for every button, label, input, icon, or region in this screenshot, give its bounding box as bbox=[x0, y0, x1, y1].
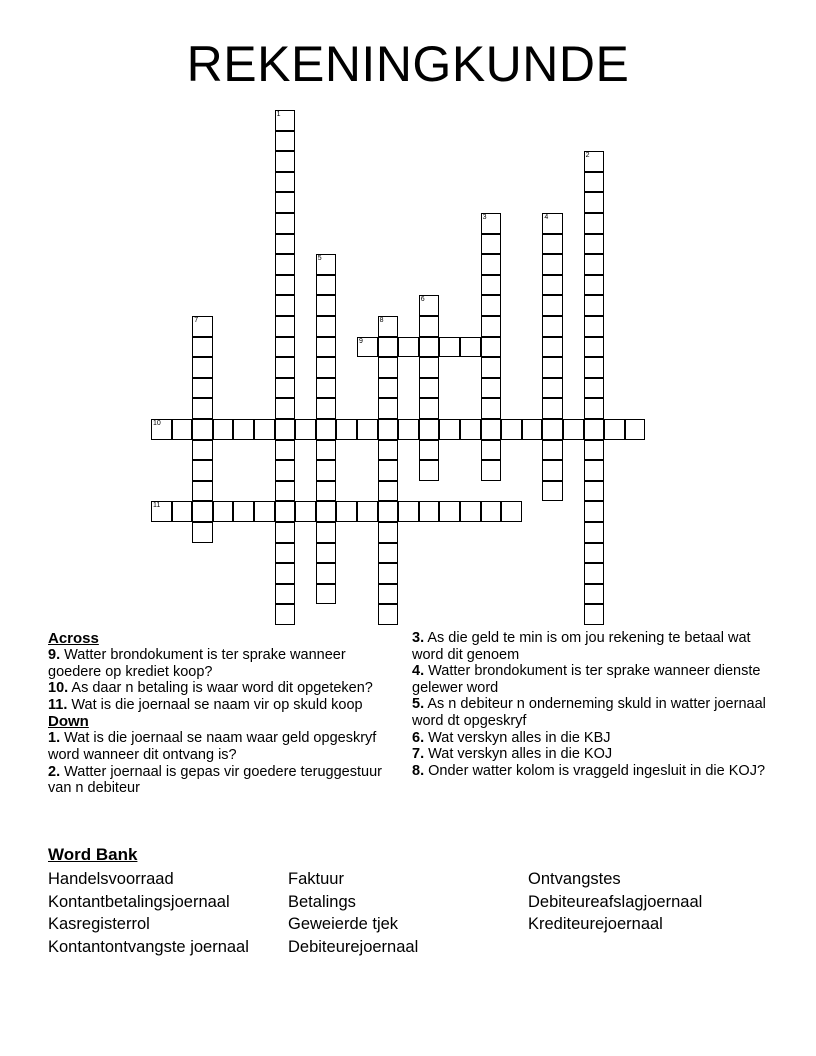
crossword-cell[interactable] bbox=[192, 337, 213, 358]
crossword-cell[interactable] bbox=[316, 543, 337, 564]
crossword-cell[interactable] bbox=[275, 275, 296, 296]
crossword-cell[interactable] bbox=[192, 378, 213, 399]
crossword-cell[interactable] bbox=[275, 254, 296, 275]
crossword-cell[interactable] bbox=[584, 481, 605, 502]
crossword-cell[interactable] bbox=[584, 419, 605, 440]
crossword-cell[interactable] bbox=[378, 543, 399, 564]
crossword-cell[interactable] bbox=[213, 419, 234, 440]
crossword-cell[interactable] bbox=[378, 460, 399, 481]
crossword-cell[interactable] bbox=[378, 440, 399, 461]
crossword-cell[interactable] bbox=[233, 419, 254, 440]
clue-number: 3 bbox=[482, 214, 487, 221]
crossword-cell[interactable] bbox=[584, 501, 605, 522]
crossword-cell[interactable] bbox=[542, 316, 563, 337]
crossword-cell[interactable] bbox=[584, 213, 605, 234]
crossword-cell[interactable] bbox=[316, 254, 337, 275]
crossword-cell[interactable] bbox=[275, 234, 296, 255]
crossword-cell[interactable] bbox=[604, 419, 625, 440]
crossword-cell[interactable] bbox=[542, 254, 563, 275]
crossword-cell[interactable] bbox=[275, 172, 296, 193]
crossword-cell[interactable] bbox=[275, 522, 296, 543]
crossword-cell[interactable] bbox=[481, 501, 502, 522]
crossword-cell[interactable] bbox=[378, 563, 399, 584]
crossword-cell[interactable] bbox=[481, 460, 502, 481]
crossword-cell[interactable] bbox=[584, 254, 605, 275]
crossword-cell[interactable] bbox=[151, 419, 172, 440]
crossword-cell[interactable] bbox=[584, 295, 605, 316]
clue-down-1: 1. Wat is die joernaal se naam waar geld opgeskryf word wanneer dit ontvang is? bbox=[48, 730, 377, 763]
crossword-cell[interactable] bbox=[584, 543, 605, 564]
crossword-cell[interactable] bbox=[625, 419, 646, 440]
crossword-cell[interactable] bbox=[316, 337, 337, 358]
clue-number: 8 bbox=[379, 317, 384, 324]
crossword-cell[interactable] bbox=[275, 584, 296, 605]
word-bank-item: Geweierde tjek bbox=[288, 915, 399, 934]
clue-number: 10 bbox=[153, 420, 161, 427]
crossword-cell[interactable] bbox=[542, 378, 563, 399]
clue-down-3: 3. As die geld te min is om jou rekening te betaal wat word dit genoem bbox=[412, 630, 751, 663]
crossword-cell[interactable] bbox=[378, 316, 399, 337]
crossword-cell[interactable] bbox=[213, 501, 234, 522]
crossword-cell[interactable] bbox=[584, 378, 605, 399]
crossword-cell[interactable] bbox=[378, 378, 399, 399]
crossword-cell[interactable] bbox=[481, 440, 502, 461]
crossword-cell[interactable] bbox=[584, 316, 605, 337]
crossword-cell[interactable] bbox=[192, 522, 213, 543]
crossword-cell[interactable] bbox=[316, 275, 337, 296]
crossword-cell[interactable] bbox=[542, 481, 563, 502]
crossword-cell[interactable] bbox=[316, 584, 337, 605]
clue-number: 1 bbox=[276, 111, 281, 118]
crossword-cell[interactable] bbox=[378, 604, 399, 625]
crossword-cell[interactable] bbox=[192, 501, 213, 522]
crossword-cell[interactable] bbox=[481, 234, 502, 255]
crossword-cell[interactable] bbox=[542, 275, 563, 296]
clue-down-6: 6. Wat verskyn alles in die KBJ bbox=[412, 729, 611, 746]
crossword-cell[interactable] bbox=[460, 419, 481, 440]
crossword-cell[interactable] bbox=[419, 295, 440, 316]
crossword-cell[interactable] bbox=[316, 481, 337, 502]
crossword-cell[interactable] bbox=[336, 419, 357, 440]
clue-across-9: 9. Watter brondokument is ter sprake wanneer goedere op krediet koop? bbox=[48, 647, 346, 680]
crossword-cell[interactable] bbox=[275, 131, 296, 152]
crossword-cell[interactable] bbox=[192, 357, 213, 378]
crossword-cell[interactable] bbox=[522, 419, 543, 440]
puzzle-title: REKENINGKUNDE bbox=[186, 36, 630, 92]
crossword-cell[interactable] bbox=[378, 501, 399, 522]
crossword-cell[interactable] bbox=[151, 501, 172, 522]
word-bank-item: Betalings bbox=[288, 892, 356, 911]
crossword-cell[interactable] bbox=[584, 522, 605, 543]
crossword-cell[interactable] bbox=[316, 295, 337, 316]
crossword-cell[interactable] bbox=[275, 543, 296, 564]
crossword-cell[interactable] bbox=[275, 481, 296, 502]
crossword-cell[interactable] bbox=[316, 563, 337, 584]
crossword-cell[interactable] bbox=[172, 501, 193, 522]
word-bank-item: Debiteureafslagjoernaal bbox=[528, 892, 703, 911]
crossword-cell[interactable] bbox=[275, 563, 296, 584]
crossword-cell[interactable] bbox=[563, 419, 584, 440]
crossword-cell[interactable] bbox=[481, 357, 502, 378]
crossword-cell[interactable] bbox=[481, 337, 502, 358]
word-bank-column-1 bbox=[48, 868, 288, 958]
crossword-cell[interactable] bbox=[419, 398, 440, 419]
crossword-cell[interactable] bbox=[316, 522, 337, 543]
crossword-cell[interactable] bbox=[192, 398, 213, 419]
crossword-cell[interactable] bbox=[481, 254, 502, 275]
crossword-cell[interactable] bbox=[542, 234, 563, 255]
crossword-cell[interactable] bbox=[172, 419, 193, 440]
crossword-cell[interactable] bbox=[275, 398, 296, 419]
crossword-cell[interactable] bbox=[542, 398, 563, 419]
crossword-cell[interactable] bbox=[254, 419, 275, 440]
word-bank-column-2 bbox=[288, 868, 528, 958]
crossword-cell[interactable] bbox=[336, 501, 357, 522]
crossword-cell[interactable] bbox=[295, 419, 316, 440]
crossword-cell[interactable] bbox=[192, 440, 213, 461]
crossword-cell[interactable] bbox=[275, 337, 296, 358]
crossword-cell[interactable] bbox=[275, 151, 296, 172]
word-bank-item: Faktuur bbox=[288, 870, 344, 888]
crossword-cell[interactable] bbox=[584, 337, 605, 358]
crossword-cell[interactable] bbox=[275, 460, 296, 481]
crossword-cell[interactable] bbox=[398, 419, 419, 440]
crossword-cell[interactable] bbox=[254, 501, 275, 522]
clue-number: 11 bbox=[153, 502, 161, 510]
word-bank-item: Kontantbetalingsjoernaal bbox=[48, 892, 230, 911]
crossword-cell[interactable] bbox=[542, 440, 563, 461]
crossword-cell[interactable] bbox=[192, 419, 213, 440]
crossword-cell[interactable] bbox=[357, 419, 378, 440]
clue-number: 2 bbox=[585, 152, 590, 160]
crossword-cell[interactable] bbox=[481, 316, 502, 337]
clue-number: 7 bbox=[194, 317, 199, 324]
crossword-cell[interactable] bbox=[316, 460, 337, 481]
crossword-cell[interactable] bbox=[419, 440, 440, 461]
crossword-cell[interactable] bbox=[275, 604, 296, 625]
crossword-cell[interactable] bbox=[584, 460, 605, 481]
crossword-cell[interactable] bbox=[398, 337, 419, 358]
crossword-cell[interactable] bbox=[584, 357, 605, 378]
word-bank-item: Handelsvoorraad bbox=[48, 870, 174, 888]
crossword-cell[interactable] bbox=[378, 357, 399, 378]
crossword-cell[interactable] bbox=[378, 419, 399, 440]
crossword-cell[interactable] bbox=[192, 460, 213, 481]
across-heading: Across bbox=[48, 630, 99, 647]
crossword-cell[interactable] bbox=[419, 378, 440, 399]
crossword-cell[interactable] bbox=[584, 192, 605, 213]
crossword-cell[interactable] bbox=[295, 501, 316, 522]
crossword-cell[interactable] bbox=[542, 213, 563, 234]
clue-down-2: 2. Watter joernaal is gepas vir goedere teruggestuur van n debiteur bbox=[48, 763, 382, 797]
down-heading: Down bbox=[48, 713, 89, 731]
crossword-cell[interactable] bbox=[584, 440, 605, 461]
crossword-cell[interactable] bbox=[584, 563, 605, 584]
crossword-cell[interactable] bbox=[584, 234, 605, 255]
clue-down-5: 5. As n debiteur n onderneming skuld in watter joernaal word dt opgeskryf bbox=[412, 696, 766, 729]
crossword-cell[interactable] bbox=[275, 110, 296, 131]
crossword-cell[interactable] bbox=[501, 501, 522, 522]
crossword-cell[interactable] bbox=[439, 337, 460, 358]
crossword-cell[interactable] bbox=[542, 295, 563, 316]
crossword-cell[interactable] bbox=[275, 501, 296, 522]
crossword-cell[interactable] bbox=[398, 501, 419, 522]
crossword-cell[interactable] bbox=[357, 337, 378, 358]
crossword-cell[interactable] bbox=[501, 419, 522, 440]
clues-left-column bbox=[48, 630, 398, 797]
crossword-cell[interactable] bbox=[316, 440, 337, 461]
crossword-cell[interactable] bbox=[481, 275, 502, 296]
crossword-cell[interactable] bbox=[542, 357, 563, 378]
crossword-cell[interactable] bbox=[275, 357, 296, 378]
crossword-cell[interactable] bbox=[378, 398, 399, 419]
clue-number: 6 bbox=[420, 296, 425, 304]
clue-down-7: 7. Wat verskyn alles in die KOJ bbox=[412, 746, 613, 763]
crossword-cell[interactable] bbox=[481, 398, 502, 419]
crossword-cell[interactable] bbox=[460, 501, 481, 522]
word-bank-item: Ontvangstes bbox=[528, 870, 621, 888]
crossword-cell[interactable] bbox=[357, 501, 378, 522]
crossword-cell[interactable] bbox=[584, 584, 605, 605]
crossword-cell[interactable] bbox=[233, 501, 254, 522]
clue-number: 5 bbox=[317, 255, 322, 263]
word-bank-column-3 bbox=[528, 868, 768, 936]
crossword-cell[interactable] bbox=[542, 337, 563, 358]
clue-across-11: 11. Wat is die joernaal se naam vir op skuld koop bbox=[48, 696, 363, 713]
crossword-cell[interactable] bbox=[275, 378, 296, 399]
word-bank-item: Krediteurejoernaal bbox=[528, 915, 663, 934]
crossword-cell[interactable] bbox=[439, 419, 460, 440]
crossword-cell[interactable] bbox=[584, 398, 605, 419]
crossword-cell[interactable] bbox=[439, 501, 460, 522]
crossword-cell[interactable] bbox=[419, 460, 440, 481]
crossword-cell[interactable] bbox=[378, 584, 399, 605]
crossword-cell[interactable] bbox=[481, 419, 502, 440]
word-bank-heading: Word Bank bbox=[48, 845, 138, 864]
crossword-cell[interactable] bbox=[481, 213, 502, 234]
crossword-cell[interactable] bbox=[275, 419, 296, 440]
crossword-cell[interactable] bbox=[275, 316, 296, 337]
crossword-cell[interactable] bbox=[419, 337, 440, 358]
crossword-cell[interactable] bbox=[419, 357, 440, 378]
crossword-cell[interactable] bbox=[419, 419, 440, 440]
crossword-cell[interactable] bbox=[316, 357, 337, 378]
crossword-cell[interactable] bbox=[275, 295, 296, 316]
crossword-cell[interactable] bbox=[275, 440, 296, 461]
crossword-cell[interactable] bbox=[275, 192, 296, 213]
crossword-cell[interactable] bbox=[419, 501, 440, 522]
crossword-cell[interactable] bbox=[316, 398, 337, 419]
clue-down-8: 8. Onder watter kolom is vraggeld ingesluit in die KOJ? bbox=[412, 762, 766, 779]
clue-number: 9 bbox=[359, 337, 363, 345]
crossword-cell[interactable] bbox=[542, 419, 563, 440]
crossword-cell[interactable] bbox=[584, 604, 605, 625]
crossword-cell[interactable] bbox=[316, 501, 337, 522]
crossword-cell[interactable] bbox=[584, 151, 605, 172]
crossword-cell[interactable] bbox=[460, 337, 481, 358]
crossword-cell[interactable] bbox=[378, 481, 399, 502]
crossword-cell[interactable] bbox=[192, 481, 213, 502]
crossword-cell[interactable] bbox=[378, 522, 399, 543]
crossword-cell[interactable] bbox=[584, 172, 605, 193]
clues-right-column bbox=[412, 630, 772, 779]
word-bank-item: Kontantontvangste joernaal bbox=[48, 937, 249, 956]
crossword-cell[interactable] bbox=[316, 378, 337, 399]
crossword-cell[interactable] bbox=[542, 460, 563, 481]
crossword-cell[interactable] bbox=[584, 275, 605, 296]
word-bank-item: Debiteurejoernaal bbox=[288, 937, 419, 956]
clue-down-4: 4. Watter brondokument is ter sprake wanneer dienste gelewer word bbox=[412, 663, 761, 696]
crossword-cell[interactable] bbox=[192, 316, 213, 337]
clue-number: 4 bbox=[544, 214, 549, 221]
word-bank-item: Kasregisterrol bbox=[48, 915, 150, 934]
crossword-cell[interactable] bbox=[316, 419, 337, 440]
crossword-cell[interactable] bbox=[419, 316, 440, 337]
crossword-cell[interactable] bbox=[481, 295, 502, 316]
crossword-cell[interactable] bbox=[378, 337, 399, 358]
crossword-cell[interactable] bbox=[481, 378, 502, 399]
crossword-cell[interactable] bbox=[275, 213, 296, 234]
crossword-cell[interactable] bbox=[316, 316, 337, 337]
clue-across-10: 10. As daar n betaling is waar word dit opgeteken? bbox=[48, 680, 373, 697]
